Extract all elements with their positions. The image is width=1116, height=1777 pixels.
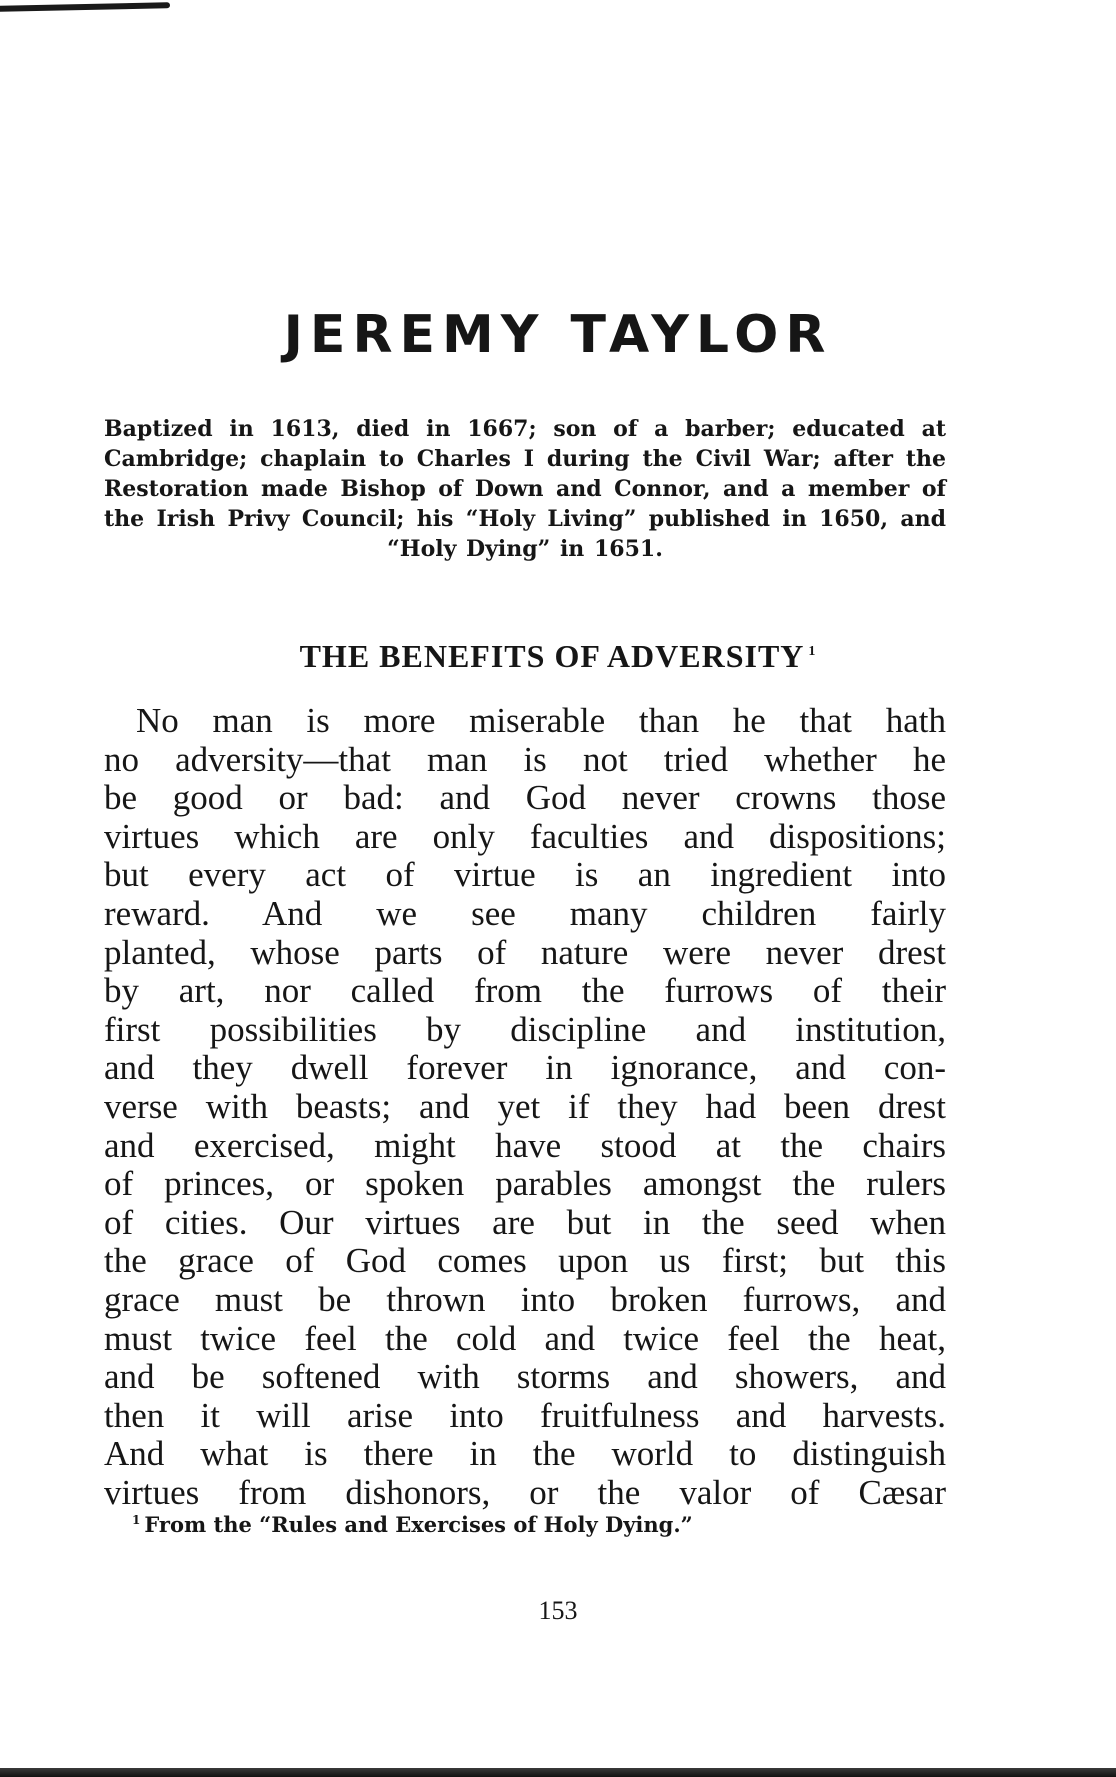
body-line: of princes, or spoken parables amongst the rulers	[104, 1164, 946, 1204]
author-name-title: JEREMY TAYLOR	[283, 305, 833, 365]
author-biography: Baptized in 1613, died in 1667; son of a barber; educated at Cambridge; chaplain to Charles I during the Civil War; after the Restoration made Bishop of Down and Connor, and a member of the Irish Privy Council; his “Holy Living” published in 1650, and “Holy Dying” in 1651.	[104, 416, 946, 562]
footnote-reference: 1	[808, 644, 817, 659]
section-heading	[0, 638, 1116, 675]
scan-edge-mark-top	[0, 2, 170, 12]
body-line: and be softened with storms and showers, and	[104, 1357, 946, 1397]
body-line: and they dwell forever in ignorance, and con-	[104, 1048, 946, 1088]
section-heading-text: THE BENEFITS OF ADVERSITY	[299, 638, 805, 674]
page-number: 153	[538, 1596, 578, 1625]
body-line: And what is there in the world to distinguish	[104, 1434, 946, 1474]
footnote-marker: 1	[132, 1513, 141, 1527]
body-line: planted, whose parts of nature were never drest	[104, 932, 946, 972]
body-line: first possibilities by discipline and institution,	[104, 1009, 946, 1049]
essay-body	[104, 702, 946, 1512]
body-line: must twice feel the cold and twice feel the heat,	[104, 1318, 946, 1358]
body-line: no adversity—that man is not tried whether he	[104, 739, 946, 779]
body-line: virtues which are only faculties and dispositions;	[104, 816, 946, 856]
body-line: verse with beasts; and yet if they had been drest	[104, 1086, 946, 1126]
footnote-text: From the “Rules and Exercises of Holy Dying.”	[144, 1512, 693, 1537]
body-line: No man is more miserable than he that hath	[136, 701, 946, 740]
body-line: and exercised, might have stood at the chairs	[104, 1125, 946, 1165]
scan-edge-mark-bottom	[0, 1768, 1116, 1777]
body-line: grace must be thrown into broken furrows, and	[104, 1279, 946, 1319]
body-line: but every act of virtue is an ingredient into	[104, 855, 946, 895]
body-line: reward. And we see many children fairly	[104, 893, 946, 933]
body-line: then it will arise into fruitfulness and harvests.	[104, 1395, 946, 1435]
body-line: of cities. Our virtues are but in the seed when	[104, 1202, 946, 1242]
body-line: virtues from dishonors, or the valor of Cæsar	[104, 1472, 946, 1512]
footnote	[132, 1512, 932, 1537]
body-line: by art, nor called from the furrows of their	[104, 971, 946, 1011]
body-line: be good or bad: and God never crowns those	[104, 778, 946, 818]
body-line: the grace of God comes upon us first; but this	[104, 1241, 946, 1281]
